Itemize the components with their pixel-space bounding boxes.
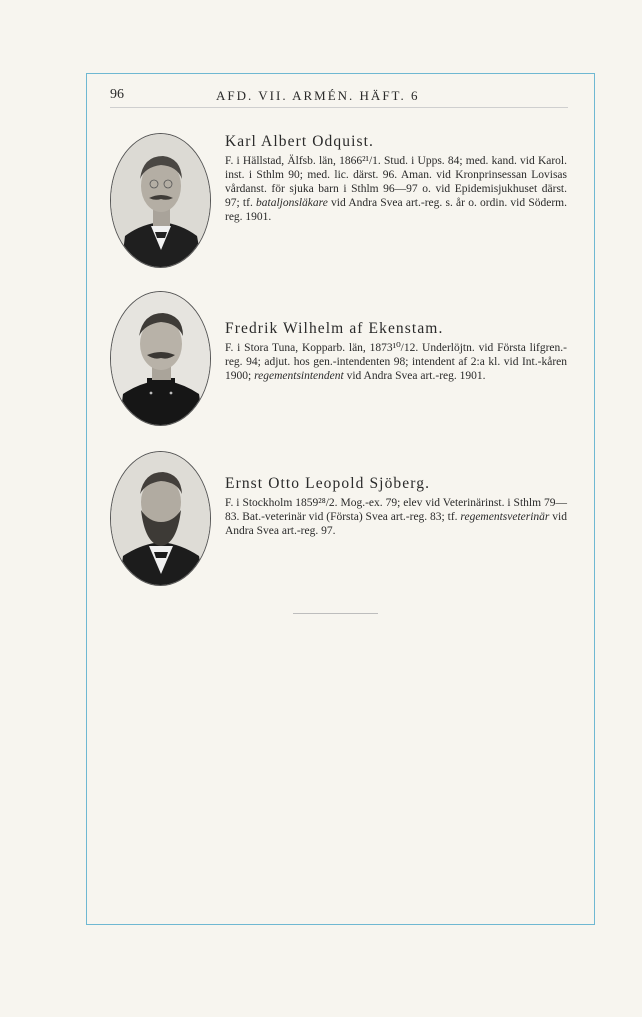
section-end-rule — [293, 613, 378, 614]
entry-name: Ernst Otto Leopold Sjöberg. — [225, 475, 431, 492]
portrait-photo-odquist — [110, 133, 211, 268]
portrait-photo-ekenstam — [110, 291, 211, 426]
page-number: 96 — [110, 87, 124, 102]
header-rule — [110, 107, 568, 108]
entry-name: Karl Albert Odquist. — [225, 133, 374, 150]
bio-ekenstam — [225, 320, 567, 384]
portrait-photo-sjoberg — [110, 451, 211, 586]
bio-odquist — [225, 133, 567, 225]
bio-sjoberg — [225, 475, 567, 539]
entry-text: F. i Stockholm 1859²⁸/2. Mog.-ex. 79; elev vid Veterinärinst. i Sthlm 79—83. Bat.-veterinär vid (Första) Svea art.-reg. 83; tf. regementsveterinär vid Andra Svea art.-reg. 97. — [225, 497, 567, 537]
running-title: AFD. VII. ARMÉN. HÄFT. 6 — [216, 88, 420, 103]
running-head — [110, 87, 570, 107]
entry-text: F. i Hällstad, Älfsb. län, 1866²¹/1. Stud. i Upps. 84; med. kand. vid Karol. inst. i Sthlm 90; med. lic. därst. 96. Aman. vid Kronprinsessan Lovisas vårdanst. för sjuka barn i Sthlm 96—97 o. vid Epidemisjukhuset därst. 97; tf. bataljonsläkare vid Andra Svea art.-reg. s. år o. ordin. vid Söderm. reg. 1901. — [225, 155, 567, 223]
entry-name: Fredrik Wilhelm af Ekenstam. — [225, 320, 444, 337]
entry-text: F. i Stora Tuna, Kopparb. län, 1873¹⁰/12. Underlöjtn. vid Första lifgren.-reg. 94; adjut. hos gen.-intendenten 98; intendent af 2:a kl. vid Int.-kåren 1900; regementsintendent vid Andra Svea art.-reg. 1901. — [225, 342, 567, 382]
